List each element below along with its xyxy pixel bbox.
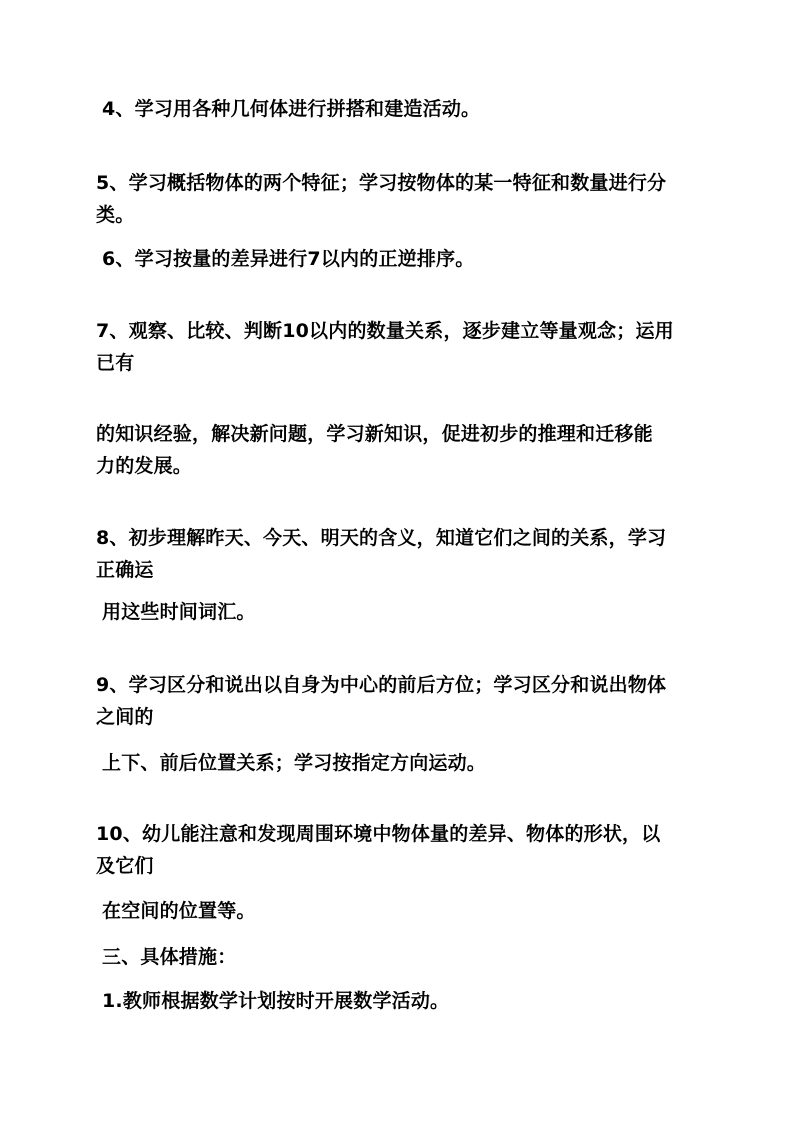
measure-1-line: 1.教师根据数学计划按时开展数学活动。 <box>102 990 450 1012</box>
item-7-line-1: 7、观察、比较、判断10以内的数量关系，逐步建立等量观念；运用 <box>96 320 674 342</box>
item-5-line-1: 5、学习概括物体的两个特征；学习按物体的某一特征和数量进行分 <box>96 172 667 194</box>
item-7-line-2: 已有 <box>96 352 135 374</box>
item-10-line-2: 及它们 <box>96 855 154 877</box>
item-6-line: 6、学习按量的差异进行7以内的正逆排序。 <box>102 248 475 270</box>
item-8-line-2: 正确运 <box>96 559 154 581</box>
item-8-line-1: 8、初步理解昨天、今天、明天的含义，知道它们之间的关系，学习 <box>96 527 667 549</box>
item-9-line-2: 之间的 <box>96 706 154 728</box>
item-7-line-3: 的知识经验，解决新问题，学习新知识，促进初步的推理和迁移能 <box>96 423 653 445</box>
item-10-line-3: 在空间的位置等。 <box>102 900 256 922</box>
item-10-line-1: 10、幼儿能注意和发现周围环境中物体量的差异、物体的形状，以 <box>96 823 661 845</box>
item-7-line-4: 力的发展。 <box>96 455 193 477</box>
item-4-line: 4、学习用各种几何体进行拼搭和建造活动。 <box>102 98 481 120</box>
item-9-line-1: 9、学习区分和说出以自身为中心的前后方位；学习区分和说出物体 <box>96 674 667 696</box>
section-3-heading: 三、具体措施： <box>102 946 237 968</box>
item-5-line-2: 类。 <box>96 204 135 226</box>
item-9-line-3: 上下、前后位置关系；学习按指定方向运动。 <box>102 752 487 774</box>
item-8-line-3: 用这些时间词汇。 <box>102 601 256 623</box>
